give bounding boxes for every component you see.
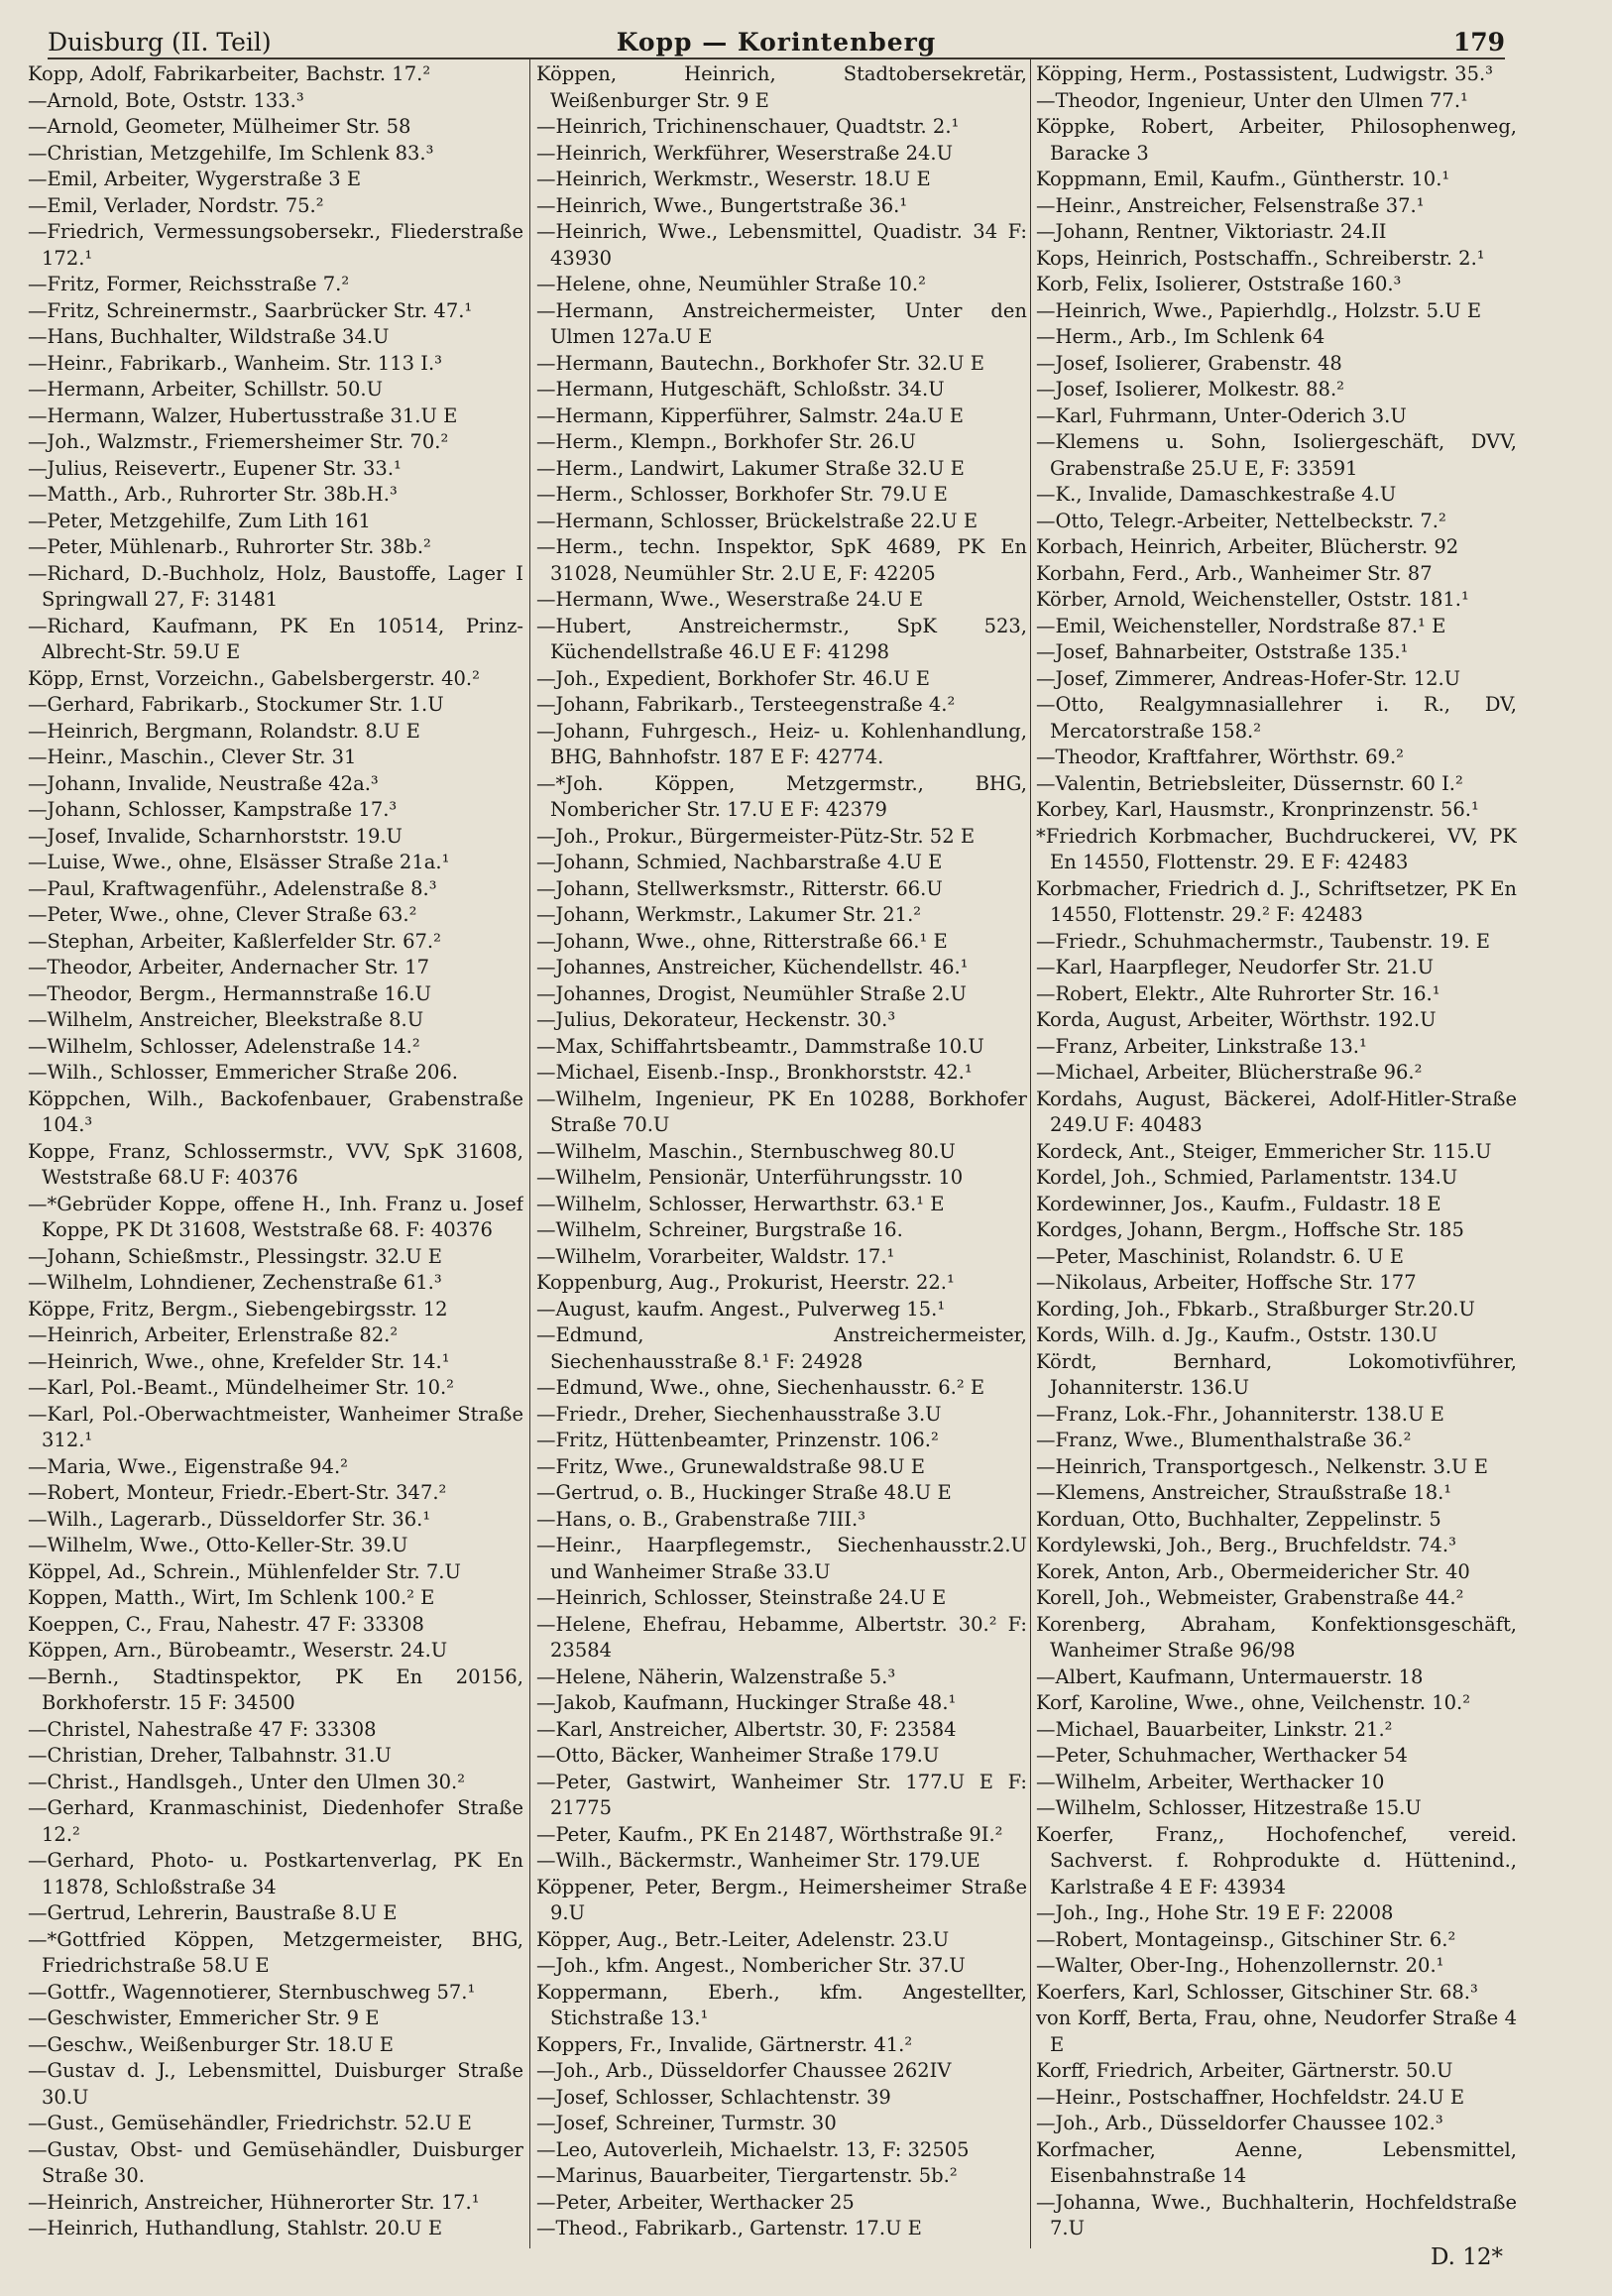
directory-entry: —Johann, Schlosser, Kampstraße 17.³ [28,798,398,821]
directory-entry: —Heinrich, Arbeiter, Erlenstraße 82.² [28,1323,399,1346]
directory-entry: —Otto, Telegr.-Arbeiter, Nettelbeckstr. 7.² [1036,509,1446,532]
directory-entry: —Johann, Werkmstr., Lakumer Str. 21.² [536,903,922,926]
directory-entry: Kordges, Johann, Bergm., Hoffsche Str. 185 [1036,1218,1464,1241]
directory-entry: —Peter, Gastwirt, Wanheimer Str. 177.U E F: 21775 [536,1770,1027,1819]
directory-entry: —Michael, Eisenb.-Insp., Bronkhorststr. 42.¹ [536,1061,973,1084]
directory-entry: Kords, Wilh. d. Jg., Kaufm., Oststr. 130.U [1036,1323,1439,1346]
directory-entry: —Hans, o. B., Grabenstraße 7III.³ [536,1507,866,1531]
directory-entry: Koppermann, Eberh., kfm. Angestellter, Stichstraße 13.¹ [536,1980,1027,2029]
directory-entry: —Josef, Schlosser, Schlachtenstr. 39 [536,2085,891,2109]
directory-entry: —Arnold, Bote, Oststr. 133.³ [28,88,304,112]
directory-entry: Korbahn, Ferd., Arb., Wanheimer Str. 87 [1036,561,1433,585]
directory-entry: —Wilhelm, Wwe., Otto-Keller-Str. 39.U [28,1534,408,1556]
directory-entry: —Valentin, Betriebsleiter, Düssernstr. 60 I.² [1036,771,1463,795]
directory-entry: Korb, Felix, Isolierer, Oststraße 160.³ [1036,273,1402,295]
directory-entry: Korek, Anton, Arb., Obermeidericher Str. 40 [1036,1559,1470,1583]
directory-entry: Korbmacher, Friedrich d. J., Schriftsetzer, PK En 14550, Flottenstr. 29.² F: 42483 [1036,876,1517,926]
directory-entry: —Friedr., Dreher, Siechenhausstraße 3.U [536,1402,942,1426]
directory-entry: —Wilhelm, Anstreicher, Bleekstraße 8.U [28,1008,424,1031]
directory-entry: —August, kaufm. Angest., Pulverweg 15.¹ [536,1297,946,1320]
directory-entry: —Richard, D.-Buchholz, Holz, Baustoffe, Lager I Springwall 27, F: 31481 [28,561,523,611]
directory-entry: —Joh., Arb., Düsseldorfer Chaussee 102.³ [1036,2112,1443,2134]
directory-entry: Körber, Arnold, Weichensteller, Oststr. 181.¹ [1036,588,1469,611]
directory-entry: Köppe, Fritz, Bergm., Siebengebirgsstr. 12 [28,1297,448,1320]
directory-entry: —Edmund, Wwe., ohne, Siechenhausstr. 6.² E [536,1376,985,1399]
directory-entry: —Luise, Wwe., ohne, Elsässer Straße 21a.¹ [28,851,450,873]
directory-entry: —Christ., Handlsgeh., Unter den Ulmen 30.² [28,1770,466,1793]
directory-entry: —Heinrich, Werkführer, Weserstraße 24.U [536,141,954,165]
directory-entry: —Fritz, Former, Reichsstraße 7.² [28,273,350,295]
directory-entry: von Korff, Berta, Frau, ohne, Neudorfer Straße 4 E [1036,2007,1517,2056]
directory-entry: Koppe, Franz, Schlossermstr., VVV, SpK 31608, Weststraße 68.U F: 40376 [28,1139,523,1189]
directory-entry: —Heinr., Fabrikarb., Wanheim. Str. 113 I.³ [28,351,442,375]
directory-entry: —Wilhelm, Schlosser, Hitzestraße 15.U [1036,1796,1422,1819]
directory-entry: —Gertrud, o. B., Huckinger Straße 48.U E [536,1481,952,1504]
directory-entry: —Stephan, Arbeiter, Kaßlerfelder Str. 67.² [28,929,441,953]
header-city: Duisburg (II. Teil) [48,28,272,57]
directory-entry: —Emil, Arbeiter, Wygerstraße 3 E [28,168,362,190]
directory-entry: —Heinrich, Wwe., Bungertstraße 36.¹ [536,193,908,217]
directory-entry: —Hermann, Walzer, Hubertusstraße 31.U E [28,403,458,427]
directory-entry: Kordewinner, Jos., Kaufm., Fuldastr. 18 E [1036,1192,1441,1215]
directory-entry: —Wilhelm, Maschin., Sternbuschweg 80.U [536,1139,956,1163]
directory-entry: —Helene, ohne, Neumühler Straße 10.² [536,273,926,295]
directory-entry: —Hermann, Arbeiter, Schillstr. 50.U [28,378,384,401]
directory-entry: —Johann, Rentner, Viktoriastr. 24.II [1036,220,1387,243]
directory-entry: —Hermann, Kipperführer, Salmstr. 24a.U E [536,403,965,427]
header-range: Kopp — Korintenberg [616,28,937,57]
directory-entry: —Marinus, Bauarbeiter, Tiergartenstr. 5b.² [536,2164,958,2187]
directory-entry: —Geschwister, Emmericher Str. 9 E [28,2007,380,2029]
directory-entry: —Klemens, Anstreicher, Straußstraße 18.¹ [1036,1481,1452,1504]
directory-entry: —Herm., Schlosser, Borkhofer Str. 79.U E [536,483,948,506]
directory-entry: —Maria, Wwe., Eigenstraße 94.² [28,1454,348,1478]
directory-entry: —Nikolaus, Arbeiter, Hoffsche Str. 177 [1036,1271,1417,1294]
directory-entry: —Karl, Anstreicher, Albertstr. 30, F: 23584 [536,1717,957,1741]
directory-entry: —Heinrich, Trichinenschauer, Quadtstr. 2.¹ [536,115,960,138]
directory-entry: —Wilhelm, Schlosser, Adelenstraße 14.² [28,1034,420,1058]
directory-entry: —Emil, Verlader, Nordstr. 75.² [28,193,324,217]
directory-entry: —Fritz, Wwe., Grunewaldstraße 98.U E [536,1454,925,1478]
directory-entry: —Gottfr., Wagennotierer, Sternbuschweg 57.¹ [28,1980,476,2004]
directory-entry: Korff, Friedrich, Arbeiter, Gärtnerstr. 50.U [1036,2059,1453,2082]
directory-entry: —Franz, Wwe., Blumenthalstraße 36.² [1036,1429,1412,1451]
directory-entry: Kördt, Bernhard, Lokomotivführer, Johanniterstr. 136.U [1036,1349,1517,1399]
directory-entry: —Peter, Mühlenarb., Ruhrorter Str. 38b.² [28,535,431,558]
page-number: 179 [1452,28,1505,57]
directory-entry: —Heinrich, Anstreicher, Hühnerorter Str. 17.¹ [28,2190,480,2214]
directory-entry: —Peter, Maschinist, Rolandstr. 6. U E [1036,1244,1405,1268]
directory-entry: —Johann, Fuhrgesch., Heiz- u. Kohlenhandlung, BHG, Bahnhofstr. 187 E F: 42774. [536,719,1027,768]
directory-entry: —*Gebrüder Koppe, offene H., Inh. Franz u. Josef Koppe, PK Dt 31608, Weststraße 68. F: 40376 [28,1192,523,1241]
directory-entry [28,2242,523,2243]
directory-entry: —Klemens u. Sohn, Isoliergeschäft, DVV, Grabenstraße 25.U E, F: 33591 [1036,430,1517,480]
directory-entry: Koppenburg, Aug., Prokurist, Heerstr. 22.¹ [536,1271,955,1294]
directory-entry: Köpp, Ernst, Vorzeichn., Gabelsbergerstr. 40.² [28,666,480,690]
directory-entry: —Peter, Schuhmacher, Werthacker 54 [1036,1744,1408,1767]
directory-entry: —Heinrich, Schlosser, Steinstraße 24.U E [536,1586,947,1609]
directory-entry: —Michael, Arbeiter, Blücherstraße 96.² [1036,1061,1423,1084]
directory-entry: Köpper, Aug., Betr.-Leiter, Adelenstr. 23.U [536,1927,950,1951]
directory-entry: —Albert, Kaufmann, Untermauerstr. 18 [1036,1665,1424,1688]
directory-entry: —Bernh., Stadtinspektor, PK En 20156, Borkhoferstr. 15 F: 34500 [28,1665,523,1714]
directory-entry: *Friedrich Korbmacher, Buchdruckerei, VV, PK En 14550, Flottenstr. 29. E F: 42483 [1036,824,1517,873]
directory-entry: —Hermann, Hutgeschäft, Schloßstr. 34.U [536,378,945,401]
directory-entry: —Wilhelm, Arbeiter, Werthacker 10 [1036,1770,1385,1793]
directory-entry: Korf, Karoline, Wwe., ohne, Veilchenstr. 10.² [1036,1691,1471,1714]
directory-entry: —Hermann, Anstreichermeister, Unter den Ulmen 127a.U E [536,298,1027,348]
directory-entry: Koppen, Matth., Wirt, Im Schlenk 100.² E [28,1586,435,1609]
directory-entry: —Gustav, Obst- und Gemüsehändler, Duisburger Straße 30. [28,2137,523,2187]
directory-entry: Korda, August, Arbeiter, Wörthstr. 192.U [1036,1008,1437,1031]
directory-entry: —Heinr., Maschin., Clever Str. 31 [28,746,357,768]
directory-entry: —Otto, Bäcker, Wanheimer Straße 179.U [536,1744,940,1767]
directory-entry: —Julius, Reisevertr., Eupener Str. 33.¹ [28,456,402,480]
directory-entry: —Heinrich, Bergmann, Rolandstr. 8.U E [28,719,420,743]
directory-entry: —Heinr., Anstreicher, Felsenstraße 37.¹ [1036,193,1425,217]
directory-entry: Korbey, Karl, Hausmstr., Kronprinzenstr. 56.¹ [1036,798,1479,821]
directory-entry: —Edmund, Anstreichermeister, Siechenhausstraße 8.¹ F: 24928 [536,1323,1027,1373]
directory-entry: —Heinr., Haarpflegemstr., Siechenhausstr.2.U und Wanheimer Straße 33.U [536,1534,1027,1583]
directory-entry: —Peter, Metzgehilfe, Zum Lith 161 [28,509,371,532]
directory-entry: —Julius, Dekorateur, Heckenstr. 30.³ [536,1008,896,1031]
directory-entry: —Wilhelm, Schreiner, Burgstraße 16. [536,1218,903,1241]
directory-entry: —Leo, Autoverleih, Michaelstr. 13, F: 32505 [536,2137,970,2161]
directory-entry: —Heinrich, Transportgesch., Nelkenstr. 3.U E [1036,1454,1488,1478]
directory-entry: —Christian, Metzgehilfe, Im Schlenk 83.³ [28,141,434,165]
directory-entry: —Karl, Fuhrmann, Unter-Oderich 3.U [1036,403,1407,427]
column-1 [28,61,523,2242]
directory-entry: —Gustav d. J., Lebensmittel, Duisburger Straße 30.U [28,2059,523,2109]
directory-entry: —Theodor, Kraftfahrer, Wörthstr. 69.² [1036,746,1404,768]
directory-entry: Köppke, Robert, Arbeiter, Philosophenweg, Baracke 3 [1036,115,1517,165]
directory-entry: —Hermann, Schlosser, Brückelstraße 22.U E [536,509,979,532]
directory-entry: Kordahs, August, Bäckerei, Adolf-Hitler-Straße 249.U F: 40483 [1036,1087,1517,1136]
directory-entry: —Wilh., Schlosser, Emmericher Straße 206. [28,1061,458,1084]
directory-entry: —Robert, Monteur, Friedr.-Ebert-Str. 347.² [28,1481,447,1504]
directory-entry: —Heinrich, Wwe., Papierhdlg., Holzstr. 5.U E [1036,298,1482,322]
directory-entry: —Arnold, Geometer, Mülheimer Str. 58 [28,115,411,138]
directory-entry: —Theodor, Bergm., Hermannstraße 16.U [28,981,432,1005]
directory-entry: —Robert, Elektr., Alte Ruhrorter Str. 16.¹ [1036,981,1440,1005]
directory-entry: —Gertrud, Lehrerin, Baustraße 8.U E [28,1901,398,1924]
directory-entry: —Herm., Landwirt, Lakumer Straße 32.U E [536,456,965,480]
directory-entry: —Herm., Arb., Im Schlenk 64 [1036,325,1325,348]
directory-entry: —Wilhelm, Schlosser, Herwarthstr. 63.¹ E [536,1192,945,1215]
directory-entry: Korfmacher, Aenne, Lebensmittel, Eisenbahnstraße 14 [1036,2137,1517,2187]
header-rule [48,57,1505,59]
directory-entry: Köppen, Arn., Bürobeamtr., Weserstr. 24.U [28,1639,448,1662]
directory-entry: —Wilhelm, Vorarbeiter, Waldstr. 17.¹ [536,1244,895,1268]
directory-entry: Kopp, Adolf, Fabrikarbeiter, Bachstr. 17.² [28,62,431,85]
directory-entry: Köppener, Peter, Bergm., Heimersheimer Straße 9.U [536,1875,1027,1924]
directory-entry: —Josef, Invalide, Scharnhorststr. 19.U [28,824,403,848]
directory-entry: —Robert, Montageinsp., Gitschiner Str. 6.² [1036,1927,1456,1951]
directory-entry: Köpping, Herm., Postassistent, Ludwigstr. 35.³ [1036,62,1493,85]
directory-entry: —*Gottfried Köppen, Metzgermeister, BHG, Friedrichstraße 58.U E [28,1927,523,1977]
directory-entry: —Josef, Isolierer, Molkestr. 88.² [1036,378,1344,401]
directory-entry: —*Joh. Köppen, Metzgermstr., BHG, Nombericher Str. 17.U E F: 42379 [536,771,1027,821]
signature-mark: D. 12* [1430,2244,1503,2270]
directory-entry: —Theodor, Ingenieur, Unter den Ulmen 77.¹ [1036,88,1468,112]
column-3 [1036,61,1517,2242]
directory-entry: —Joh., Ing., Hohe Str. 19 E F: 22008 [1036,1901,1394,1924]
directory-entry: —Joh., Walzmstr., Friemersheimer Str. 70.² [28,430,449,453]
directory-entry: Korduan, Otto, Buchhalter, Zeppelinstr. 5 [1036,1507,1441,1531]
directory-entry: —Herm., techn. Inspektor, SpK 4689, PK En 31028, Neumühler Str. 2.U E, F: 42205 [536,535,1027,585]
directory-entry: —Jakob, Kaufmann, Huckinger Straße 48.¹ [536,1691,957,1714]
directory-entry: —Joh., kfm. Angest., Nombericher Str. 37.U [536,1954,966,1977]
directory-entry: —Hermann, Bautechn., Borkhofer Str. 32.U E [536,351,984,375]
directory-entry: —Theod., Fabrikarb., Gartenstr. 17.U E [536,2217,922,2239]
directory-entry: —Christel, Nahestraße 47 F: 33308 [28,1717,377,1741]
directory-entry: —Helene, Näherin, Walzenstraße 5.³ [536,1665,896,1688]
directory-entry: Kordel, Joh., Schmied, Parlamentstr. 134.U [1036,1166,1458,1189]
directory-entry: Korell, Joh., Webmeister, Grabenstraße 44.² [1036,1586,1464,1609]
directory-entry: Koerfers, Karl, Schlosser, Gitschiner Str. 68.³ [1036,1980,1478,2004]
directory-entry: —Karl, Pol.-Beamt., Mündelheimer Str. 10.² [28,1376,454,1399]
directory-entry: —Herm., Klempn., Borkhofer Str. 26.U [536,430,916,453]
directory-entry: —Josef, Schreiner, Turmstr. 30 [536,2112,837,2134]
directory-entry: Koppers, Fr., Invalide, Gärtnerstr. 41.² [536,2032,913,2056]
directory-entry: —Geschw., Weißenburger Str. 18.U E [28,2032,394,2056]
directory-entry: —Johann, Schießmstr., Plessingstr. 32.U E [28,1244,442,1268]
directory-entry: —Friedrich, Vermessungsobersekr., Fliederstraße 172.¹ [28,220,523,270]
directory-entry: —Franz, Lok.-Fhr., Johanniterstr. 138.U E [1036,1402,1444,1426]
directory-entry: Korenberg, Abraham, Konfektionsgeschäft, Wanheimer Straße 96/98 [1036,1612,1517,1662]
directory-entry [536,2242,1027,2243]
directory-entry: —Theodor, Arbeiter, Andernacher Str. 17 [28,956,430,978]
directory-entry: —Joh., Prokur., Bürgermeister-Pütz-Str. 52 E [536,824,976,848]
directory-entry: —Joh., Expedient, Borkhofer Str. 46.U E [536,666,930,690]
directory-entry: Köppchen, Wilh., Backofenbauer, Grabenstraße 104.³ [28,1087,523,1136]
directory-entry: —Johanna, Wwe., Buchhalterin, Hochfeldstraße 7.U [1036,2190,1517,2239]
directory-entry: Koppmann, Emil, Kaufm., Güntherstr. 10.¹ [1036,168,1450,190]
directory-entry: —Heinrich, Huthandlung, Stahlstr. 20.U E [28,2217,443,2239]
page-header [48,26,1505,59]
directory-entry: —Heinrich, Wwe., ohne, Krefelder Str. 14.¹ [28,1349,450,1373]
column-2 [536,61,1027,2242]
directory-entry: —Michael, Bauarbeiter, Linkstr. 21.² [1036,1717,1393,1741]
directory-entry: Korbach, Heinrich, Arbeiter, Blücherstr. 92 [1036,535,1459,558]
directory-entry: —Heinr., Postschaffner, Hochfeldstr. 24.U E [1036,2085,1465,2109]
directory-entry: —Johann, Fabrikarb., Tersteegenstraße 4.² [536,693,956,716]
directory-entry: —Johann, Wwe., ohne, Ritterstraße 66.¹ E [536,929,948,953]
directory-entry: —Friedr., Schuhmachermstr., Taubenstr. 19. E [1036,929,1491,953]
directory-entry: —Gerhard, Fabrikarb., Stockumer Str. 1.U [28,693,444,716]
column-divider [529,57,530,2248]
directory-entry: —Max, Schiffahrtsbeamtr., Dammstraße 10.U [536,1034,984,1058]
directory-entry: —Paul, Kraftwagenführ., Adelenstraße 8.³ [28,876,437,900]
directory-entry: —Wilhelm, Pensionär, Unterführungsstr. 10 [536,1166,964,1189]
directory-entry: —Johann, Schmied, Nachbarstraße 4.U E [536,851,943,873]
directory-entry: Kording, Joh., Fbkarb., Straßburger Str.20.U [1036,1297,1475,1320]
directory-entry: —Wilhelm, Ingenieur, PK En 10288, Borkhofer Straße 70.U [536,1087,1027,1136]
directory-entry: —Josef, Bahnarbeiter, Oststraße 135.¹ [1036,640,1409,663]
directory-entry: —Gerhard, Kranmaschinist, Diedenhofer Straße 12.² [28,1796,523,1846]
directory-entry: —Fritz, Hüttenbeamter, Prinzenstr. 106.² [536,1429,939,1451]
directory-entry: —Hermann, Wwe., Weserstraße 24.U E [536,588,924,611]
directory-entry: —Wilh., Bäckermstr., Wanheimer Str. 179.UE [536,1849,980,1872]
directory-entry: —Josef, Zimmerer, Andreas-Hofer-Str. 12.U [1036,666,1461,690]
directory-entry: Koeppen, C., Frau, Nahestr. 47 F: 33308 [28,1612,424,1636]
directory-entry: —Franz, Arbeiter, Linkstraße 13.¹ [1036,1034,1367,1058]
directory-entry: —Helene, Ehefrau, Hebamme, Albertstr. 30.² F: 23584 [536,1612,1027,1662]
directory-entry: Koerfer, Franz,, Hochofenchef, vereid. Sachverst. f. Rohprodukte d. Hüttenind., Karlstraße 4 E F: 43934 [1036,1822,1517,1898]
directory-entry: —Hubert, Anstreichermstr., SpK 523, Küchendellstraße 46.U E F: 41298 [536,614,1027,663]
directory-entry: —Josef, Isolierer, Grabenstr. 48 [1036,351,1342,375]
directory-entry: —Heinrich, Wwe., Lebensmittel, Quadistr. 34 F: 43930 [536,220,1027,270]
directory-entry: Köppel, Ad., Schrein., Mühlenfelder Str. 7.U [28,1559,461,1583]
directory-entry: Kops, Heinrich, Postschaffn., Schreiberstr. 2.¹ [1036,246,1485,270]
directory-entry: —Richard, Kaufmann, PK En 10514, Prinz-Albrecht-Str. 59.U E [28,614,523,663]
directory-entry: —Otto, Realgymnasiallehrer i. R., DV, Mercatorstraße 158.² [1036,693,1517,743]
directory-entry: —Joh., Arb., Düsseldorfer Chaussee 262IV [536,2059,952,2082]
directory-entry: —Peter, Wwe., ohne, Clever Straße 63.² [28,903,417,926]
directory-entry: —Johannes, Anstreicher, Küchendellstr. 46.¹ [536,956,969,978]
directory-entry: —Heinrich, Werkmstr., Weserstr. 18.U E [536,168,931,190]
directory-entry: Köppen, Heinrich, Stadtobersekretär, Weißenburger Str. 9 E [536,62,1027,112]
directory-entry: —K., Invalide, Damaschkestraße 4.U [1036,483,1397,506]
directory-entry: —Wilhelm, Lohndiener, Zechenstraße 61.³ [28,1271,442,1294]
directory-entry: —Peter, Kaufm., PK En 21487, Wörthstraße 9I.² [536,1822,1003,1846]
directory-entry: —Walter, Ober-Ing., Hohenzollernstr. 20.¹ [1036,1954,1444,1977]
directory-entry: —Hans, Buchhalter, Wildstraße 34.U [28,325,390,348]
directory-entry: —Gust., Gemüsehändler, Friedrichstr. 52.U E [28,2112,472,2134]
directory-entry: —Peter, Arbeiter, Werthacker 25 [536,2190,855,2214]
column-divider [1030,57,1031,2248]
directory-entry: —Wilh., Lagerarb., Düsseldorfer Str. 36.¹ [28,1507,431,1531]
directory-entry: —Emil, Weichensteller, Nordstraße 87.¹ E [1036,614,1446,637]
directory-entry: —Johannes, Drogist, Neumühler Straße 2.U [536,981,967,1005]
directory-entry: Kordylewski, Joh., Berg., Bruchfeldstr. 74.³ [1036,1534,1456,1556]
directory-entry: —Karl, Haarpfleger, Neudorfer Str. 21.U [1036,956,1435,978]
directory-entry: —Gerhard, Photo- u. Postkartenverlag, PK En 11878, Schloßstraße 34 [28,1849,523,1898]
directory-entry: Kordeck, Ant., Steiger, Emmericher Str. 115.U [1036,1139,1492,1163]
directory-entry: —Johann, Invalide, Neustraße 42a.³ [28,771,379,795]
directory-entry: —Karl, Pol.-Oberwachtmeister, Wanheimer Straße 312.¹ [28,1402,523,1451]
directory-entry: —Johann, Stellwerksmstr., Ritterstr. 66.U [536,876,943,900]
directory-entry: —Matth., Arb., Ruhrorter Str. 38b.H.³ [28,483,398,506]
directory-entry: —Christian, Dreher, Talbahnstr. 31.U [28,1744,392,1767]
directory-entry: —Fritz, Schreinermstr., Saarbrücker Str. 47.¹ [28,298,473,322]
